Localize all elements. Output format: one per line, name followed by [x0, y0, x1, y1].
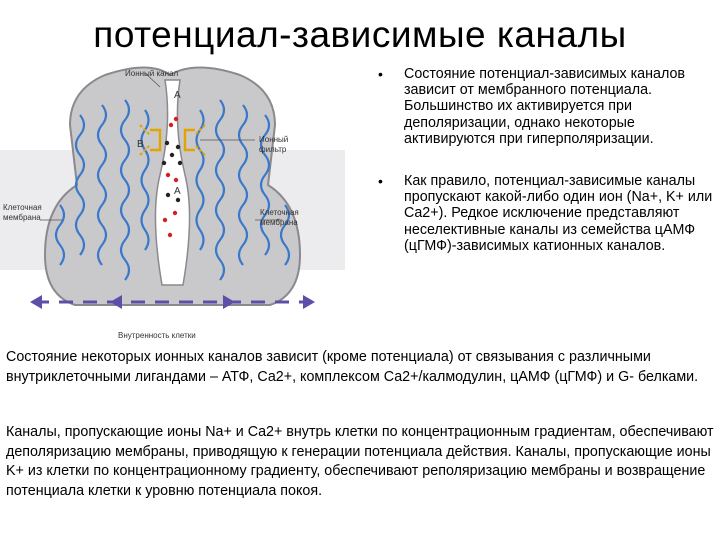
label-a-bottom: A — [174, 186, 181, 197]
label-ion-channel: Ионный канал — [125, 69, 179, 78]
label-ion-filter-2: фильтр — [259, 145, 287, 154]
bullet-text: Как правило, потенциал-зависимые каналы пропускают какой-либо один ион (Na+, K+ или Ca2+). Редкое исключение представляют неселективные каналы из семейства цАМФ (цГМФ)-зависимых катионных каналов. — [404, 173, 713, 254]
label-membrane-right-1: Клеточная — [260, 208, 299, 217]
paragraph-depolarization: Каналы, пропускающие ионы Na+ и Ca2+ внутрь клетки по концентрационным градиентам, обеспечивают деполяризацию мембраны, приводящую к генерации потенциала действия. Каналы, пропускающие ионы K+ из клетки по концентрационному градиенту, обеспечивают реполяризацию мембраны и возвращение потенциала клетки к уровню потенциала покоя. — [6, 424, 714, 499]
label-membrane-right-2: мембрана — [260, 218, 298, 227]
label-inside-cell: Внутренность клетки — [118, 331, 196, 340]
bullet-symbol: • — [378, 173, 383, 190]
ion-channel-illustration — [0, 55, 345, 345]
bullet-list — [378, 66, 713, 280]
label-membrane-left-2: мембрана — [3, 213, 41, 222]
page-title: потенциал-зависимые каналы — [93, 14, 627, 55]
label-membrane-left-1: Клеточная — [3, 203, 42, 212]
bullet-text: Состояние потенциал-зависимых каналов зависит от мембранного потенциала. Большинство их активируется при деполяризации, однако некоторые активируются при гиперполяризации. — [404, 66, 686, 147]
bullet-item — [378, 66, 713, 147]
label-a-top: A — [174, 90, 181, 101]
paragraph-ligands: Состояние некоторых ионных каналов зависит (кроме потенциала) от связывания с различными внутриклеточными лигандами – АТФ, Са2+, комплексом Са2+/калмодулин, цАМФ (цГМФ) и G- белками. — [6, 349, 699, 385]
label-ion-filter-1: Ионный — [259, 135, 289, 144]
bullet-symbol: • — [378, 66, 383, 82]
label-b: B — [137, 139, 144, 150]
bullet-item — [378, 173, 713, 254]
ion-channel-diagram — [0, 55, 345, 345]
